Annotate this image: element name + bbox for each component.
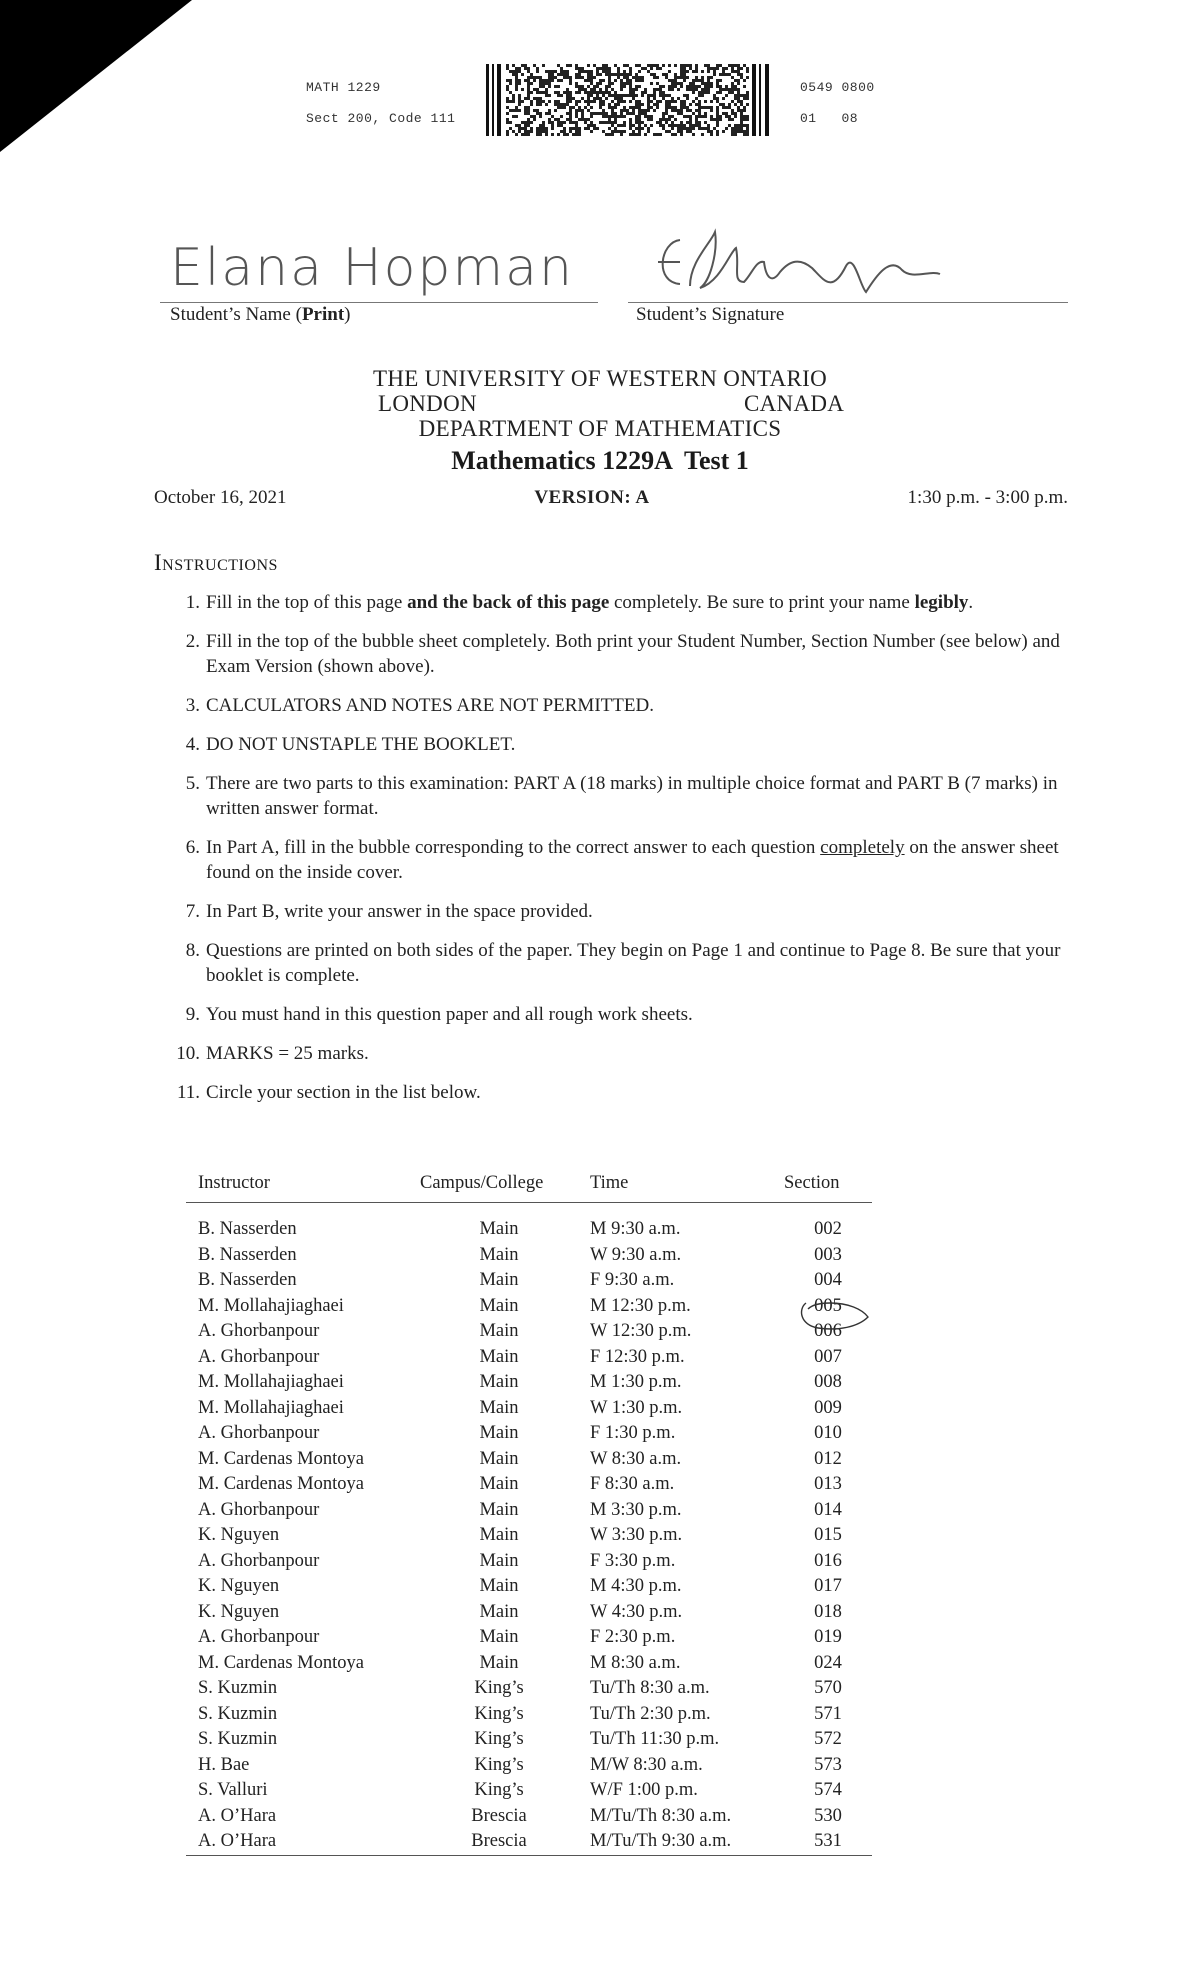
cell-instructor: A. Ghorbanpour: [198, 1321, 320, 1341]
table-row: [186, 1625, 872, 1651]
cell-time: M 3:30 p.m.: [590, 1499, 682, 1520]
cell-time: F 8:30 a.m.: [590, 1474, 675, 1494]
header-instructor: Instructor: [186, 1168, 408, 1203]
cell-section: 572: [814, 1729, 842, 1749]
instruction-item: 11. Circle your section in the list below.: [176, 1082, 481, 1103]
cell-instructor: B. Nasserden: [198, 1219, 297, 1239]
department-name: DEPARTMENT OF MATHEMATICS: [418, 416, 782, 441]
cell-instructor: M. Cardenas Montoya: [198, 1652, 364, 1673]
table-row: [186, 1727, 872, 1753]
instruction-item: 10. MARKS = 25 marks.: [176, 1043, 369, 1064]
cell-instructor: M. Mollahajiaghaei: [198, 1397, 344, 1418]
cell-instructor: A. Ghorbanpour: [198, 1499, 320, 1520]
cell-time: Tu/Th 11:30 p.m.: [590, 1729, 720, 1749]
instruction-item: 2. Fill in the top of the bubble sheet completely. Both print your Student Number, Section Number (see below) and Exam Version (shown above).: [185, 631, 1060, 677]
exam-version: VERSION: A: [534, 487, 650, 508]
cell-instructor: S. Kuzmin: [198, 1729, 278, 1749]
table-row: [186, 1345, 872, 1371]
city: LONDON: [378, 391, 477, 416]
cell-instructor: K. Nguyen: [198, 1601, 280, 1622]
instruction-item: 8. Questions are printed on both sides of the paper. They begin on Page 1 and continue to Page 8. Be sure that your booklet is complete.: [185, 940, 1061, 986]
table-row: [186, 1268, 872, 1294]
cell-section: 014: [814, 1499, 842, 1520]
cell-campus: Main: [479, 1372, 519, 1392]
instruction-item: 5. There are two parts to this examination: PART A (18 marks) in multiple choice format and PART B (7 marks) in written answer format.: [185, 773, 1058, 819]
table-row: [186, 1243, 872, 1269]
cell-time: M/W 8:30 a.m.: [590, 1754, 703, 1775]
table-row: [186, 1676, 872, 1702]
cell-section: 019: [814, 1627, 842, 1647]
cell-campus: Main: [479, 1474, 519, 1494]
cell-campus: Main: [479, 1448, 519, 1469]
cell-section: 016: [814, 1550, 842, 1571]
student-name-caption: Student’s Name (Print): [170, 304, 351, 325]
table-row: [186, 1778, 872, 1804]
table-row: [186, 1600, 872, 1626]
table-row: [186, 1651, 872, 1677]
table-row: [186, 1421, 872, 1447]
instructions-list: [176, 590, 1070, 1119]
scan-corner-shape: [0, 0, 200, 160]
cell-campus: Main: [479, 1295, 519, 1316]
cell-instructor: S. Valluri: [198, 1780, 268, 1800]
table-row: [186, 1574, 872, 1600]
cell-section: 570: [814, 1678, 842, 1698]
cell-campus: Main: [479, 1244, 519, 1265]
cell-section: 531: [772, 1829, 872, 1855]
table-row: [186, 1203, 872, 1243]
cell-campus: King’s: [474, 1678, 524, 1698]
barcode-image: [486, 64, 770, 136]
cell-instructor: S. Kuzmin: [198, 1703, 278, 1724]
exam-time: 1:30 p.m. - 3:00 p.m.: [907, 487, 1068, 508]
cell-section: 013: [814, 1474, 842, 1494]
exam-title: Mathematics 1229A Test 1: [451, 446, 749, 475]
cell-campus: Brescia: [471, 1805, 527, 1826]
cell-campus: Main: [479, 1499, 519, 1520]
cell-instructor: H. Bae: [198, 1754, 250, 1775]
cell-instructor: A. Ghorbanpour: [198, 1346, 320, 1367]
header-section: Section: [772, 1168, 872, 1203]
cell-section: 571: [814, 1703, 842, 1724]
cell-section: 010: [814, 1423, 842, 1443]
course-code: MATH 1229: [306, 80, 381, 95]
cell-instructor: A. O’Hara: [186, 1829, 408, 1855]
instruction-item: 6. In Part A, fill in the bubble corresponding to the correct answer to each question completely on the answer sheet found on the inside cover.: [185, 837, 1059, 883]
section-table: [186, 1168, 872, 1856]
table-row: [186, 1319, 872, 1345]
table-row: [186, 1829, 872, 1855]
cell-time: W 1:30 p.m.: [590, 1397, 683, 1418]
cell-section: 018: [814, 1601, 842, 1622]
cell-campus: Main: [479, 1397, 519, 1418]
cell-time: M/Tu/Th 9:30 a.m.: [578, 1829, 772, 1855]
table-row: [186, 1702, 872, 1728]
header-time: Time: [578, 1168, 772, 1203]
cell-time: M 9:30 a.m.: [590, 1219, 681, 1239]
cell-campus: Main: [479, 1423, 519, 1443]
cell-instructor: A. Ghorbanpour: [198, 1627, 320, 1647]
cell-instructor: A. Ghorbanpour: [198, 1423, 320, 1443]
cell-time: W 12:30 p.m.: [590, 1321, 692, 1341]
cell-section: 008: [814, 1372, 842, 1392]
cell-campus: Main: [479, 1652, 519, 1673]
cell-section: 574: [814, 1780, 842, 1800]
cell-time: M/Tu/Th 8:30 a.m.: [590, 1805, 732, 1826]
cell-instructor: M. Mollahajiaghaei: [198, 1295, 344, 1316]
instruction-item: 1. Fill in the top of this page and the back of this page completely. Be sure to print your name legibly.: [185, 592, 974, 613]
cell-instructor: A. Ghorbanpour: [198, 1550, 320, 1571]
cell-time: M 1:30 p.m.: [590, 1372, 682, 1392]
table-row: [186, 1549, 872, 1575]
cell-section: 005: [814, 1295, 842, 1316]
student-signature-caption: Student’s Signature: [636, 304, 785, 325]
table-row: [186, 1753, 872, 1779]
cell-section: 573: [814, 1754, 842, 1775]
cell-section: 024: [814, 1652, 842, 1673]
table-row: [186, 1370, 872, 1396]
cell-campus: Brescia: [408, 1829, 578, 1855]
cell-section: 012: [814, 1448, 842, 1469]
cell-campus: King’s: [474, 1754, 524, 1775]
cell-time: W/F 1:00 p.m.: [590, 1780, 698, 1800]
cell-instructor: M. Cardenas Montoya: [198, 1448, 364, 1469]
cell-time: W 3:30 p.m.: [590, 1525, 683, 1545]
table-row: [186, 1447, 872, 1473]
cell-instructor: A. O’Hara: [198, 1805, 277, 1826]
cell-campus: King’s: [474, 1780, 524, 1800]
table-row: [186, 1294, 872, 1320]
cell-campus: King’s: [474, 1703, 524, 1724]
cell-section: 006: [814, 1321, 842, 1341]
cell-instructor: B. Nasserden: [198, 1270, 297, 1290]
cell-campus: Main: [479, 1321, 519, 1341]
cell-time: F 9:30 a.m.: [590, 1270, 675, 1290]
table-row: [186, 1804, 872, 1830]
country: CANADA: [744, 391, 845, 416]
instruction-item: 9. You must hand in this question paper and all rough work sheets.: [185, 1004, 693, 1025]
instruction-item: 3. CALCULATORS AND NOTES ARE NOT PERMITTED.: [185, 695, 654, 716]
cell-instructor: B. Nasserden: [198, 1244, 297, 1265]
student-signature-image: [640, 222, 960, 312]
cell-campus: Main: [479, 1601, 519, 1622]
student-name-handwritten: Elana Hopman: [170, 238, 574, 298]
cell-campus: Main: [479, 1525, 519, 1545]
exam-date: October 16, 2021: [154, 487, 287, 508]
section-circle-mark: [796, 1297, 874, 1333]
university-name: THE UNIVERSITY OF WESTERN ONTARIO: [373, 366, 827, 391]
cell-campus: Main: [479, 1550, 519, 1571]
table-row: [186, 1396, 872, 1422]
section-code: Sect 200, Code 111: [306, 111, 456, 126]
cell-time: M 4:30 p.m.: [590, 1576, 682, 1596]
cell-section: 004: [814, 1270, 842, 1290]
cell-time: W 9:30 a.m.: [590, 1244, 682, 1265]
header-campus: Campus/College: [408, 1168, 578, 1203]
cell-time: F 3:30 p.m.: [590, 1550, 676, 1571]
cell-time: Tu/Th 2:30 p.m.: [590, 1703, 711, 1724]
id-bottom: 01 08: [800, 111, 859, 126]
table-row: [186, 1498, 872, 1524]
cell-campus: Main: [479, 1270, 519, 1290]
table-row: [186, 1472, 872, 1498]
cell-section: 002: [814, 1219, 842, 1239]
cell-campus: Main: [479, 1219, 519, 1239]
cell-time: F 12:30 p.m.: [590, 1346, 685, 1367]
instruction-item: 7. In Part B, write your answer in the space provided.: [185, 901, 593, 922]
cell-campus: Main: [479, 1576, 519, 1596]
cell-campus: Main: [479, 1627, 519, 1647]
cell-section: 530: [814, 1805, 842, 1826]
cell-time: W 8:30 a.m.: [590, 1448, 682, 1469]
cell-section: 017: [814, 1576, 842, 1596]
cell-instructor: M. Mollahajiaghaei: [198, 1372, 344, 1392]
instruction-item: 4. DO NOT UNSTAPLE THE BOOKLET.: [185, 734, 516, 755]
id-top: 0549 0800: [800, 80, 875, 95]
cell-instructor: K. Nguyen: [198, 1525, 280, 1545]
cell-section: 007: [814, 1346, 842, 1367]
cell-section: 015: [814, 1525, 842, 1545]
cell-instructor: M. Cardenas Montoya: [198, 1474, 364, 1494]
instructions-heading: Instructions: [154, 550, 278, 575]
cell-time: F 1:30 p.m.: [590, 1423, 676, 1443]
cell-section: 009: [814, 1397, 842, 1418]
cell-section: 003: [814, 1244, 842, 1265]
cell-time: F 2:30 p.m.: [590, 1627, 676, 1647]
table-row: [186, 1523, 872, 1549]
cell-time: W 4:30 p.m.: [590, 1601, 683, 1622]
cell-time: Tu/Th 8:30 a.m.: [590, 1678, 710, 1698]
cell-campus: King’s: [474, 1729, 524, 1749]
cell-time: M 8:30 a.m.: [590, 1652, 681, 1673]
cell-time: M 12:30 p.m.: [590, 1295, 691, 1316]
cell-instructor: S. Kuzmin: [198, 1678, 278, 1698]
table-header-row: [186, 1168, 872, 1203]
cell-campus: Main: [479, 1346, 519, 1367]
cell-instructor: K. Nguyen: [198, 1576, 280, 1596]
